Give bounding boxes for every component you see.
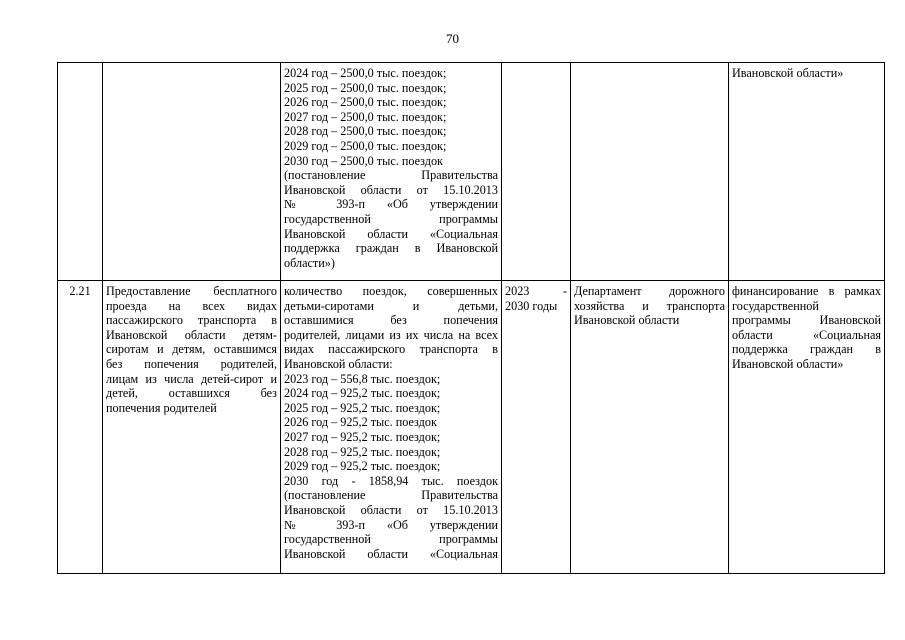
cell-period [502, 281, 571, 574]
cell-financing [729, 281, 885, 574]
indicator-line: видах пассажирского транспорта в [284, 342, 498, 357]
indicator-line: 2027 год – 2500,0 тыс. поездок; [284, 109, 447, 124]
measure-line: Предоставление бесплатного [106, 284, 277, 298]
measures-table [57, 62, 885, 574]
table-row-continued [58, 63, 885, 281]
indicator-line: 2023 год – 556,8 тыс. поездок; [284, 371, 441, 386]
indicator-line: 2024 год – 925,2 тыс. поездок; [284, 386, 441, 401]
executor-line: Департамент дорожного [574, 284, 725, 298]
financing-line: Ивановской области» [732, 66, 844, 80]
cell-measure [103, 281, 281, 574]
table-row-2-21 [58, 281, 885, 574]
indicator-line: 2024 год – 2500,0 тыс. поездок; [284, 66, 447, 80]
measure-line: проезда на всех видах [106, 298, 277, 313]
indicator-line: Ивановской области от 15.10.2013 [284, 182, 498, 197]
indicator-line: 2028 год – 925,2 тыс. поездок; [284, 444, 441, 459]
indicator-line: количество поездок, совершенных [284, 284, 498, 298]
indicator-line: 2029 год – 925,2 тыс. поездок; [284, 459, 441, 474]
executor-line: Ивановской области [574, 313, 680, 328]
indicator-line: (постановление Правительства [284, 488, 498, 503]
period-line: 2023 - [505, 284, 567, 298]
financing-line: области «Социальная [732, 327, 881, 342]
measure-line: пассажирского транспорта в [106, 313, 277, 328]
cell-measure-empty [103, 63, 281, 281]
indicator-line: 2029 год – 2500,0 тыс. поездок; [284, 138, 447, 153]
financing-line: программы Ивановской [732, 313, 881, 328]
executor-line: хозяйства и транспорта [574, 298, 725, 313]
indicator-line: Ивановской области «Социальная [284, 546, 498, 561]
indicator-line: 2027 год – 925,2 тыс. поездок; [284, 429, 441, 444]
period-line: 2030 годы [505, 298, 558, 313]
cell-number-empty [58, 63, 103, 281]
indicator-line: Ивановской области от 15.10.2013 [284, 502, 498, 517]
indicator-line: 2026 год – 925,2 тыс. поездок [284, 415, 437, 430]
indicator-line: родителей, лицами из их числа на всех [284, 327, 498, 342]
indicator-line: 2025 год – 2500,0 тыс. поездок; [284, 80, 447, 95]
indicator-line: детьми-сиротами и детьми, [284, 298, 498, 313]
measure-line: сиротам и детям, оставшимся [106, 342, 277, 357]
indicator-line: поддержка граждан в Ивановской [284, 241, 498, 256]
measure-line: лицам из числа детей-сирот и [106, 371, 277, 386]
indicator-line: государственной программы [284, 211, 498, 226]
cell-executor [571, 281, 729, 574]
cell-period-empty [502, 63, 571, 281]
cell-executor-empty [571, 63, 729, 281]
cell-financing-continued [729, 63, 885, 281]
financing-line: Ивановской области» [732, 356, 844, 371]
indicator-line: области») [284, 255, 335, 270]
indicator-line: 2025 год – 925,2 тыс. поездок; [284, 400, 441, 415]
indicator-line: государственной программы [284, 532, 498, 547]
page-number: 70 [446, 31, 459, 46]
measure-line: без попечения родителей, [106, 356, 277, 371]
cell-row-number: 2.21 [58, 281, 103, 574]
indicator-line: 2026 год – 2500,0 тыс. поездок; [284, 95, 447, 110]
cell-indicator-continued [281, 63, 502, 281]
measure-line: детей, оставшихся без [106, 386, 277, 401]
indicator-line: 2028 год – 2500,0 тыс. поездок; [284, 124, 447, 139]
indicator-line: Ивановской области «Социальная [284, 226, 498, 241]
financing-line: поддержка граждан в [732, 342, 881, 357]
cell-indicator [281, 281, 502, 574]
financing-line: государственной [732, 298, 819, 313]
indicator-line: 2030 год – 2500,0 тыс. поездок [284, 153, 443, 168]
indicator-line: Ивановской области: [284, 356, 393, 371]
measure-line: попечения родителей [106, 400, 217, 415]
indicator-line: оставшимися без попечения [284, 313, 498, 328]
indicator-line: 2030 год - 1858,94 тыс. поездок [284, 473, 498, 488]
measure-line: Ивановской области детям- [106, 327, 277, 342]
indicator-line: (постановление Правительства [284, 168, 498, 183]
financing-line: финансирование в рамках [732, 284, 881, 298]
indicator-line: № 393-п «Об утверждении [284, 517, 498, 532]
indicator-line: № 393-п «Об утверждении [284, 197, 498, 212]
